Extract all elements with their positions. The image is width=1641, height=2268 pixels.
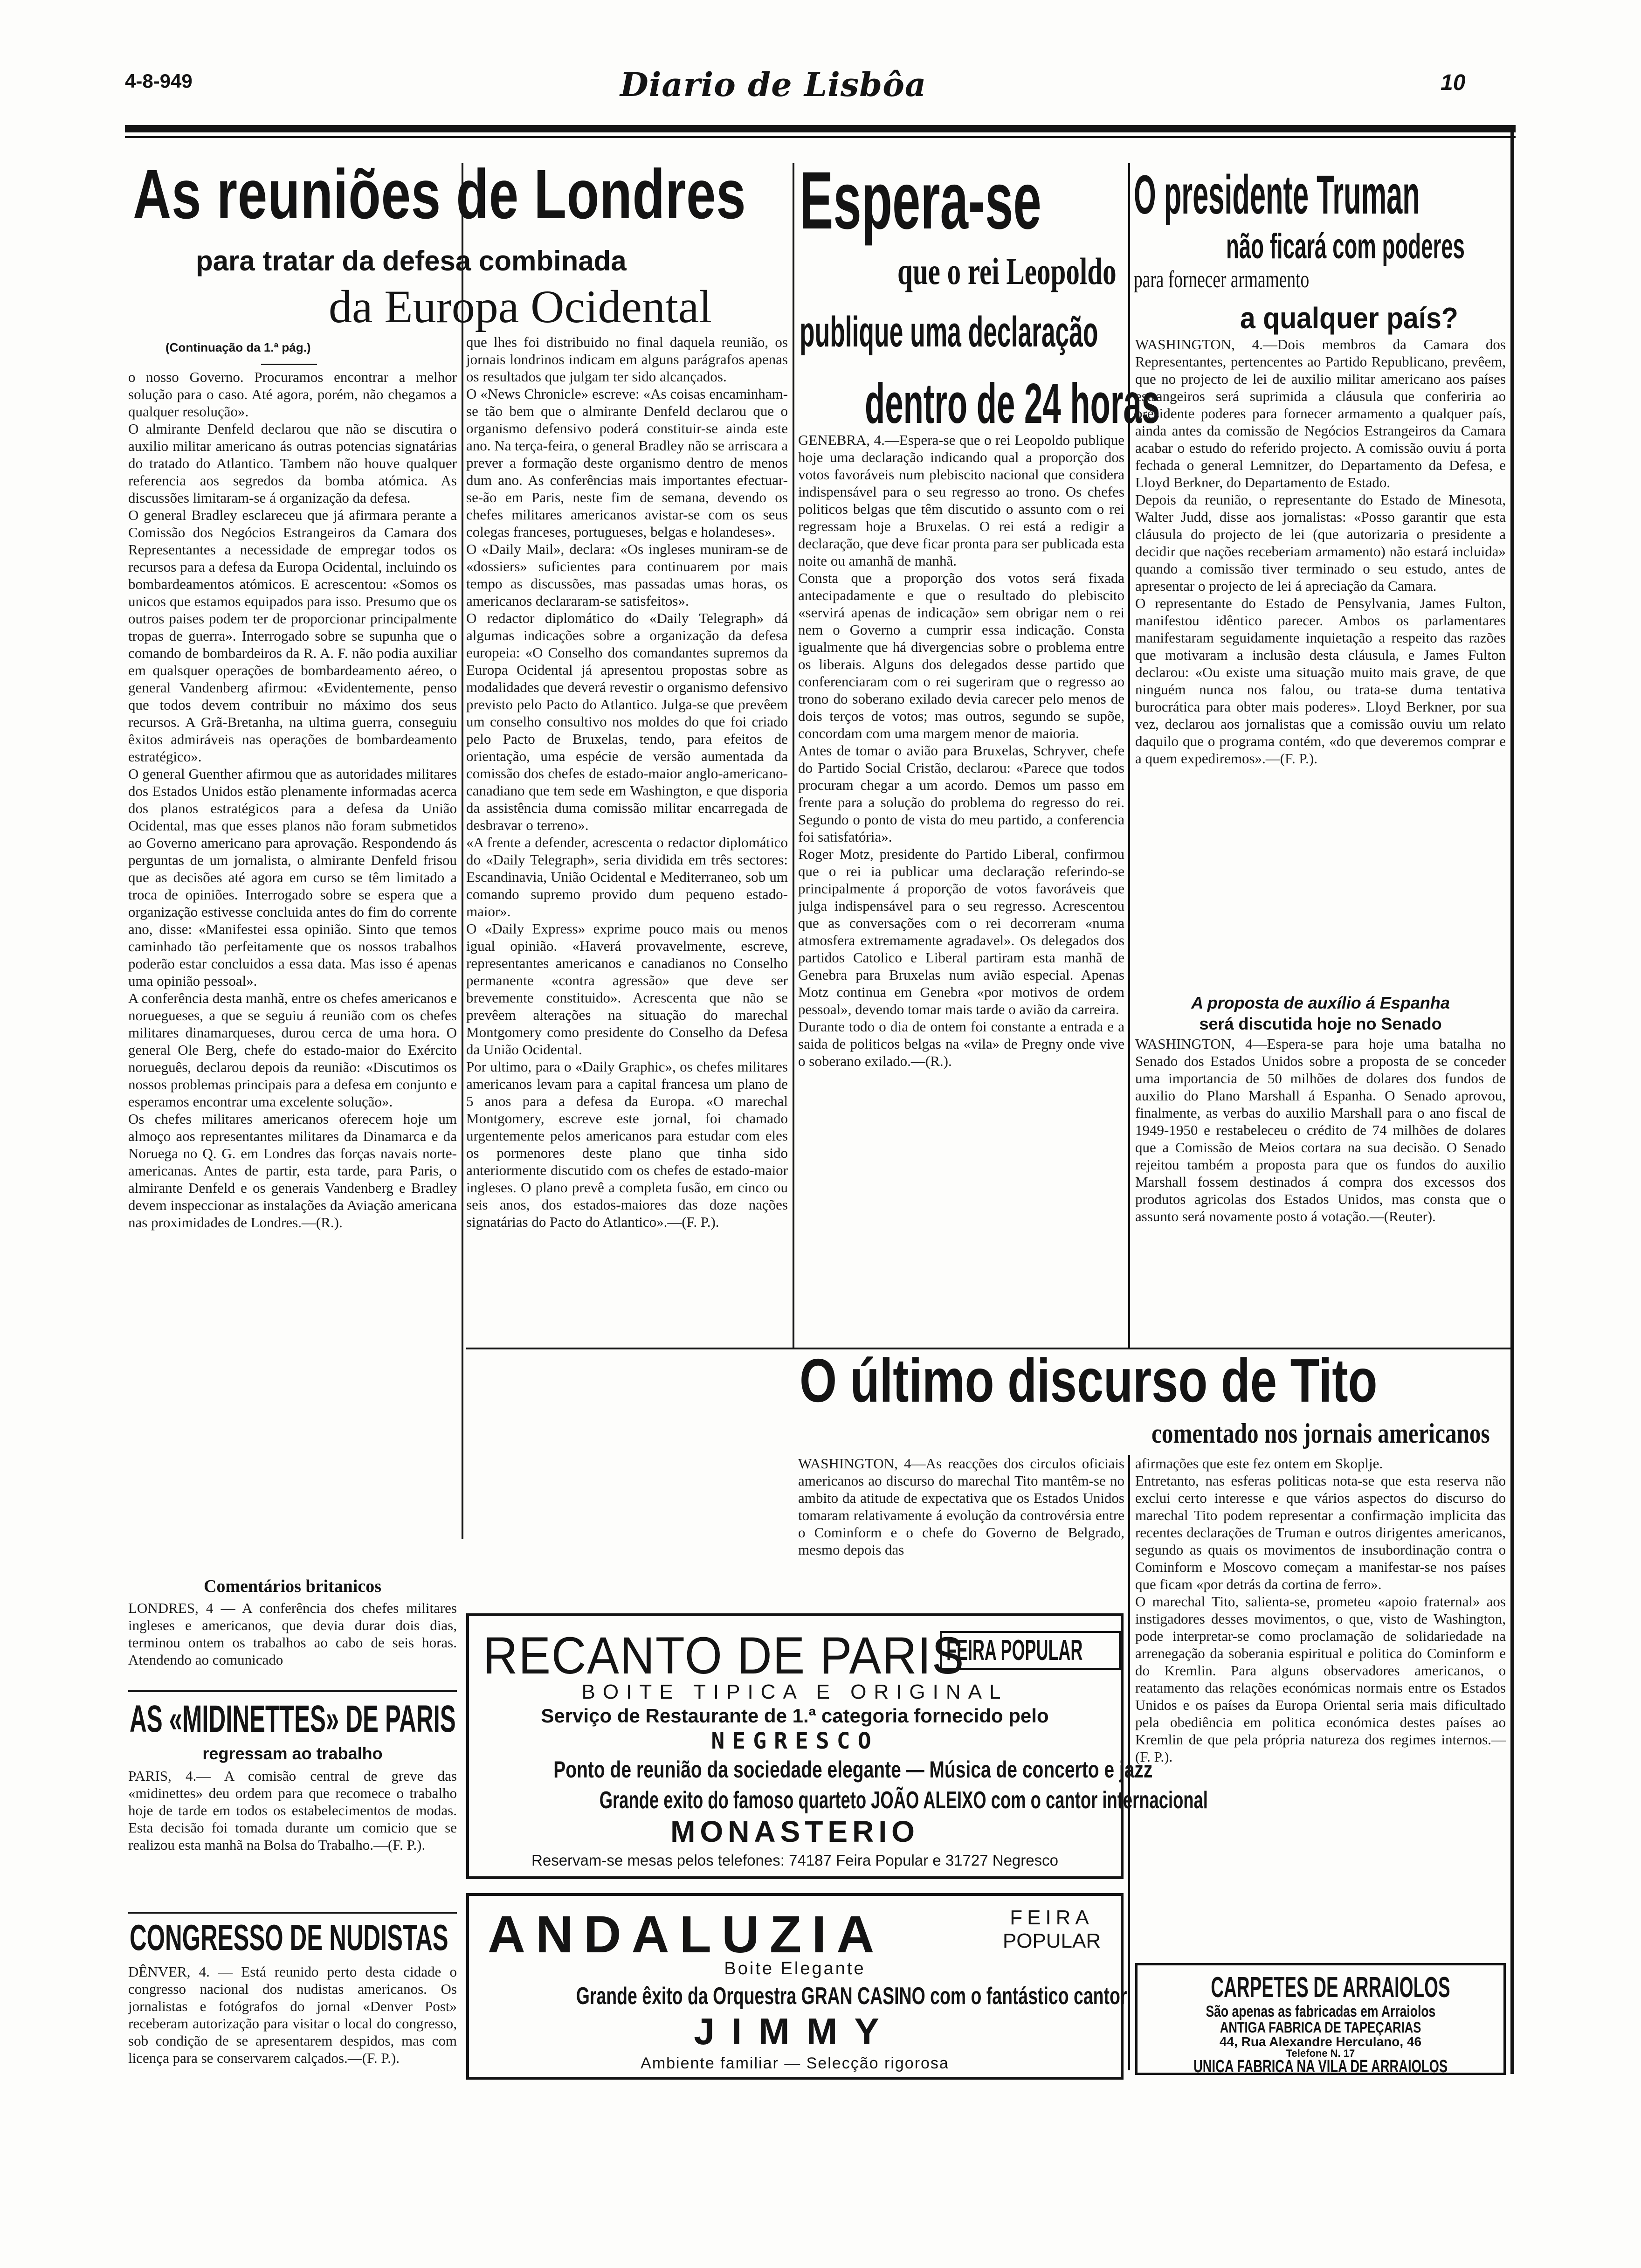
recanto-line3: NEGRESCO: [711, 1728, 879, 1754]
london-subhead2: da Europa Ocidental: [329, 281, 712, 332]
right-border: [1510, 125, 1514, 2074]
leopold-text: GENEBRA, 4.—Espera-se que o rei Leopoldo publique hoje uma declaração indicando qual a proporção dos votos favoráveis num plebiscito nacional que considera indispensável para o seu regresso ao trono. Os chefes politicos belgas que têm discutido o assunto com o rei regressam hoje a Bruxelas. O rei está a redigir a declaração, que deve ficar pronta para ser publicada esta noite ou amanhã de manhã. Consta que a proporção dos votos será fixada antecipadamente e que o resultado do plebiscito «servirá apenas de indicação» sem obrigar nem o rei nem o Governo a cumprir essa indicação. Consta igualmente que há divergencias sobre o problema entre os liberais. Alguns dos delegados desse partido que conferenciaram com o rei sugeriram que o regresso ao trono do soberano exilado devia carecer pelo menos de dois terços de votos; mas outros, segundo se supõe, concordam com uma margem menor de maioria. Antes de tomar o avião para Bruxelas, Schryver, chefe do Partido Social Cristão, declarou: «Parece que todos procuram chegar a um acordo. Demos um passo em frente para a solução do problema do regresso do rei. Segundo o ponto de vista do meu partido, a conferencia foi satisfatória». Roger Motz, presidente do Partido Liberal, confirmou que o rei ia publicar uma declaração referindo-se principalmente á proporção de votos favoráveis que julga indispensável para o seu regresso. Acrescentou que as conversações com o rei decorreram «numa atmosfera extremamente agradavel». Os delegados dos partidos Catolico e Liberal partiram esta manhã de Genebra para Bruxelas num avião especial. Apenas Motz continua em Genebra «por motivos de ordem pessoal», devendo tomar mais tarde o avião da carreira. Durante todo o dia de ontem foi constante a entrada e a saida de politicos belgas na «vila» de Pregny onde vive o soberano exilado.—(R.).: [798, 432, 1124, 1069]
midinettes-headline: AS «MIDINETTES» DE PARIS: [130, 1698, 456, 1740]
andaluzia-line4: Ambiente familiar — Selecção rigorosa: [641, 2054, 949, 2072]
carpetes-title: CARPETES DE ARRAIOLOS: [1211, 1971, 1450, 2004]
top-rule: [125, 125, 1516, 132]
ad-andaluzia: [466, 1893, 1127, 2080]
recanto-line7: Reservam-se mesas pelos telefones: 74187 Feira Popular e 31727 Negresco: [531, 1852, 1058, 1869]
brit-comments-title: Comentários britanicos: [203, 1577, 382, 1596]
andaluzia-badge1: FEIRA: [1010, 1906, 1094, 1929]
leopold-h3: publique uma declaração: [800, 308, 1098, 356]
carpetes-line4: Telefone N. 17: [1286, 2047, 1355, 2059]
recanto-line5: Grande exito do famoso quarteto JOÃO ALEIXO com o cantor internacional: [599, 1787, 1208, 1814]
london-continuation: (Continuação da 1.ª pág.): [165, 340, 311, 354]
divider: [261, 364, 317, 365]
truman-text: WASHINGTON, 4.—Dois membros da Camara dos Representantes, pertencentes ao Partido Republicano, prevêem, que no projecto de lei de auxilio militar americano aos países estrangeiros será suprimida a cláusula que conferiria ao presidente poderes para fornecer armamento a qualquer país, ainda antes da comissão de Negócios Estrangeiros da Camara acabar o estudo do referido projecto. A comissão ouviu á porta fechada o general Lemnitzer, do Departamento da Defesa, e Lloyd Berkner, do Departamento de Estado. Depois da reunião, o representante do Estado de Minesota, Walter Judd, disse aos jornalistas: «Posso garantir que esta cláusula do projecto de lei (que autorizaria o presidente a decidir que nações receberiam armamento) não estará incluida» quando a comissão tiver terminado o seu estudo, antes de apresentar o projecto de lei á apreciação da Camara. O representante do Estado de Pensylvania, James Fulton, manifestou idêntico parecer. Ambos os parlamentares manifestaram seguidamente inquietação a respeito das razões que motivaram a inclusão desta cláusula, e James Fulton declarou: «Ou existe uma situação muito mais grave, de que ninguém nunca nos falou, ou trata-se duma tentativa burocrática para obter mais poderes». Lloyd Berkner, por sua vez, declarou aos jornalistas que a comissão ouviu um relato daquilo que o programa contém, «do que deveremos comprar e a quem expediremos».—(F. P.).: [1135, 336, 1506, 767]
ad-recanto-de-paris: [466, 1613, 1208, 1879]
truman-h3: para fornecer armamento: [1134, 266, 1310, 293]
recanto-line4: Ponto de reunião da sociedade elegante — Música de concerto e jazz: [553, 1756, 1153, 1783]
spain-title: A proposta de auxílio á Espanha: [1191, 993, 1450, 1012]
masthead-title: Diario de Lisbôa: [620, 65, 927, 104]
ad-carpetes-de-arraiolos: [1135, 1963, 1506, 2075]
nudists-text: DÊNVER, 4. — Está reunido perto desta cidade o congresso nacional dos nudistas americanos. Os jornalistas e fotógrafos do jornal «Denver Post» receberam autorização para visitar o local do congresso, sob condição de se apresentarem despidos, mas com licença para se conservarem calçados.—(F. P.).: [128, 1964, 457, 2066]
midinettes-text: PARIS, 4.— A comisão central de greve das «midinettes» deu ordem para que recomece o trabalho hoje de tarde em todos os estabelecimentos de modas. Esta decisão foi tomada durante um comicio que se realizou esta manhã na Bolsa do Trabalho.—(F. P.).: [128, 1768, 457, 1853]
recanto-line2: Serviço de Restaurante de 1.ª categoria fornecido pelo: [541, 1705, 1049, 1727]
andaluzia-line2: Grande êxito da Orquestra GRAN CASINO com o fantástico cantor: [576, 1983, 1127, 2010]
tito-col2: afirmações que este fez ontem em Skoplje. Entretanto, nas esferas politicas nota-se que esta reserva não exclui certo interesse e que vários aspectos do discurso do marechal Tito podem representar a confirmação implicita das recentes declarações de Truman e outros dirigentes americanos, segundo as quais os movimentos de insubordinação contra o Cominform e Moscovo começam a manifestar-se nos países que ficam «por detrás da cortina de ferro». O marechal Tito, salienta-se, prometeu «apoio fraternal» aos instigadores desses movimentos, o que, visto de Washington, pode interpretar-se como proclamação de solidariedade na arrenegação da soberania espiritual e politica do Cominform e do Kremlin. Para alguns observadores americanos, o reatamento das relações económicas normais entre os Estados Unidos e os países da Europa Oriental seria mais dificultado pela obediência em politica económica destes países ao Kremlin de que pela própria natureza dos regimes internos.—(F. P.).: [1135, 1455, 1506, 1765]
divider: [128, 1690, 457, 1692]
truman-h1: O presidente Truman: [1134, 164, 1420, 226]
andaluzia-line1: Boite Elegante: [724, 1959, 866, 1978]
recanto-line6: MONASTERIO: [670, 1815, 919, 1848]
carpetes-line5: UNICA FABRICA NA VILA DE ARRAIOLOS: [1193, 2057, 1448, 2076]
carpetes-line3: 44, Rua Alexandre Herculano, 46: [1219, 2034, 1422, 2049]
leopold-h4: dentro de 24 horas: [865, 372, 1160, 435]
divider: [128, 1912, 457, 1914]
truman-h2: não ficará com poderes: [1226, 227, 1465, 266]
leopold-h1: Espera-se: [800, 155, 1041, 246]
london-col2-text: que lhes foi distribuido no final daquela reunião, os jornais londrinos indicam em alguns parágrafos apenas os resultados que julgam ter sido alcançados. O «News Chronicle» escreve: «As coisas encaminham-se tão bem que o almirante Denfeld declarou que o organismo defensivo poderá constituir-se ainda este ano. Na terça-feira, o general Bradley não se arriscara a prever a formação deste organismo dentro de menos dum ano. As conferências mais importantes efectuar-se-ão em Paris, neste fim de semana, devendo os chefes militares americanos avistar-se com os seus colegas franceses, portugueses, belgas e holandeses». O «Daily Mail», declara: «Os ingleses muniram-se de «dossiers» suficientes para continuarem por mais tempo as discussões, mas passadas umas horas, os americanos declararam-se satisfeitos». O redactor diplomático do «Daily Telegraph» dá algumas indicações sobre a organização da defesa europeia: «O Conselho dos comandantes supremos da Europa Ocidental já apresentou propostas sobre as modalidades que deverá revestir o organismo defensivo previsto pelo Pacto do Atlantico. Julga-se que prevêem um conselho consultivo nos moldes do que foi criado pelo Pacto de Bruxelas, tendo, para efeitos de orientação, uma espécie de versão aumentada da comissão dos chefes de estado-maior anglo-americano-canadiano que tem sede em Washington, e que disporia da assistência duma comissão militar encarregada de desbravar o terreno». «A frente a defender, acrescenta o redactor diplomático do «Daily Telegraph», seria dividida em três sectores: Escandinavia, União Ocidental e Mediterraneo, sob um comando supremo provido dum pequeno estado-maior». O «Daily Express» exprime pouco mais ou menos igual opinião. «Haverá provavelmente, escreve, representantes americanos e canadianos no Conselho permanente «contra agressão» que deve ser brevemente constituido». Acrescenta que não se prevêem alterações na situação do marechal Montgomery como presidente do Conselho da Defesa da União Ocidental. Por ultimo, para o «Daily Graphic», os chefes militares americanos levam para a capital francesa um plano de 5 anos para a defesa da Europa. «O marechal Montgomery, escreve este jornal, foi chamado urgentemente pelos americanos para estudar com eles os pormenores deste plano que tinha sido anteriormente discutido com os chefes de estado-maior ingleses. O plano prevê a completa fusão, em cinco ou seis anos, dos estados-maiores das doze nações signatárias do Pacto do Atlantico».—(F. P.).: [466, 334, 788, 1230]
spain-title2: será discutida hoje no Senado: [1199, 1014, 1442, 1033]
top-rule-thin: [125, 136, 1516, 138]
brit-comments-text: LONDRES, 4 — A conferência dos chefes militares ingleses e americanos, que devia durar dois dias, terminou ontem os trabalhos ao cabo de seis horas. Atendendo ao comunicado: [128, 1600, 457, 1668]
column-rule: [793, 163, 794, 1348]
andaluzia-badge2: POPULAR: [1002, 1929, 1101, 1952]
nudists-headline: CONGRESSO DE NUDISTAS: [130, 1917, 448, 1958]
london-col1-text: o nosso Governo. Procuramos encontrar a melhor solução para o caso. Até agora, porém, não chegamos a qualquer resolução». O almirante Denfeld declarou que não se discutira o auxilio militar americano ás outras potencias signatárias do tratado do Atlantico. Tambem não houve qualquer referencia aos segredos da bomba atómica. As discussões limitaram-se á organização da defesa. O general Bradley esclareceu que já afirmara perante a Comissão dos Negócios Estrangeiros da Camara dos Representantes a necessidade de empregar todos os recursos para a defesa da Europa Ocidental, incluindo os bombardeamentos atómicos. E acrescentou: «Somos os unicos que estamos equipados para isso. Presumo que os outros paises podem ter de proporcionar principalmente tropas de guerra». Interrogado sobre se supunha que o comando de bombardeiros da R. A. F. não podia auxiliar em qualsquer operações de bombardeamento aéreo, o general Vandenberg afirmou: «Evidentemente, penso que todos devem contribuir no máximo dos seus recursos. A Grã-Bretanha, na ultima guerra, conseguiu êxitos admiráveis nas operações de bombardeamento estratégico». O general Guenther afirmou que as autoridades militares dos Estados Unidos estão plenamente informadas acerca dos planos estratégicos para a defesa da União Ocidental, mas que esses planos não foram submetidos ao Governo americano para aprovação. Respondendo ás perguntas de um jornalista, o almirante Denfeld frisou que as decisões até agora em curso se têm limitado a troca de opiniões. Interrogado sobre se espera que a organização estivesse concluida antes do fim do corrente ano, disse: «Manifestei essa opinião. Sinto que temos caminhado tão perfeitamente que os nossos trabalhos poderão estar concluidos a essa data. Mas isso é apenas uma opinião pessoal». A conferência desta manhã, entre os chefes americanos e noruegueses, a que se seguiu á reunião com os chefes militares dinamarqueses, durou cerca de uma hora. O general Ole Berg, chefe do estado-maior do Exército norueguês, declarou depois da reunião: «Discutimos os nossos problemas principais para a defesa em conjunto e esperamos encontrar uma excelente solução». Os chefes militares americanos oferecem hoje um almoço aos representantes militares da Dinamarca e da Noruega no Q. G. em Londres das forças navais norte-americanas. Antes de partir, esta tarde, para Paris, o almirante Denfeld e os generais Vandenberg e Bradley devem inspeccionar as instalações da Aviação americana nas proximidades de Londres.—(R.).: [128, 369, 457, 1231]
andaluzia-title: ANDALUZIA: [488, 1905, 885, 1964]
carpetes-line1: São apenas as fabricadas em Arraiolos: [1206, 2003, 1435, 2020]
london-headline: As reuniões de Londres: [133, 155, 746, 233]
page-number: 10: [1441, 70, 1466, 95]
tito-headline: O último discurso de Tito: [800, 1346, 1378, 1415]
tito-col1: WASHINGTON, 4—As reacções dos circulos oficiais americanos ao discurso do marechal Tito mantêm-se no ambito da atitude de expectativa que os Estados Unidos tomaram relativamente á evolução da controvérsia entre o Cominform e o chefe do Governo de Belgrado, mesmo depois das: [798, 1455, 1124, 1558]
london-subhead: para tratar da defesa combinada: [196, 245, 627, 277]
midinettes-subhead: regressam ao trabalho: [202, 1744, 383, 1763]
spain-text: WASHINGTON, 4—Espera-se para hoje uma batalha no Senado dos Estados Unidos sobre a proposta de se conceder uma importancia de 50 milhões de dolares dos fundos de auxilio do Plano Marshall á Espanha. O Senado aprovou, finalmente, as verbas do auxilio Marshall para o ano fiscal de 1949-1950 e restabeleceu o crédito de 74 milhões de dolares que a Comissão de Meios cortara na sua decisão. O Senado rejeitou também a proposta para que os fundos do auxilio Marshall fossem destinados á compra dos excessos dos produtos agricolas dos Estados Unidos, mas consta que o assunto será novamente posto á votação.—(Reuter).: [1135, 1036, 1506, 1224]
recanto-title: RECANTO DE PARIS: [483, 1626, 965, 1685]
carpetes-line2: ANTIGA FABRICA DE TAPEÇARIAS: [1220, 2019, 1421, 2036]
masthead-date: 4-8-949: [125, 70, 193, 92]
leopold-h2: que o rei Leopoldo: [897, 250, 1117, 292]
andaluzia-line3: JIMMY: [694, 2011, 896, 2052]
tito-subhead: comentado nos jornais americanos: [1151, 1418, 1490, 1449]
recanto-badge: FEIRA POPULAR: [940, 1631, 1121, 1670]
column-rule: [462, 163, 463, 1539]
truman-h4: a qualquer país?: [1240, 301, 1458, 335]
recanto-line1: BOITE TIPICA E ORIGINAL: [581, 1680, 1008, 1703]
